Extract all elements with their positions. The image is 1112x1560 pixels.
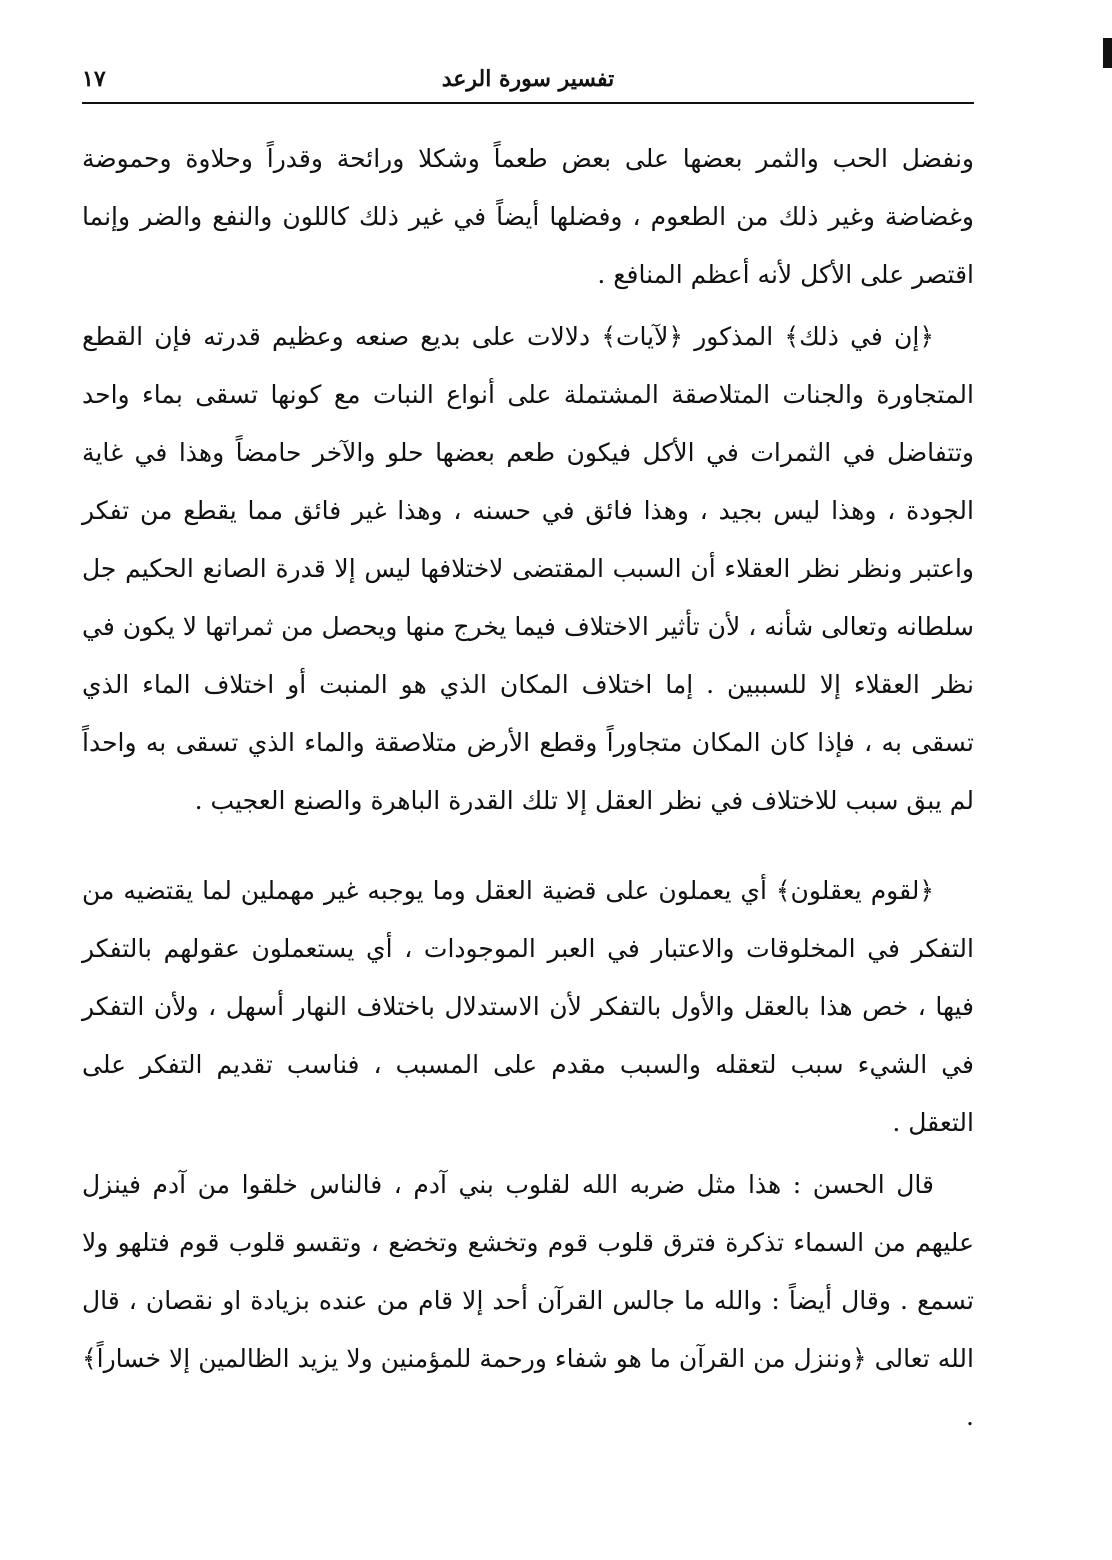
paragraph-3: ﴿لقوم يعقلون﴾ أي يعملون على قضية العقل وما يوجبه غير مهملين لما يقتضيه من التفكر في المخلوقات والاعتبار في العبر الموجودات ، أي يستعملون عقولهم بالتفكر فيها ، خص هذا بالعقل والأول بالتفكر لأن الاستدلال باختلاف النهار أسهل ، ولأن التفكر في الشيء سبب لتعقله والسبب مقدم على المسبب ، فناسب تقديم التفكر على التعقل . [82, 876, 974, 1137]
paragraph-2: ﴿إن في ذلك﴾ المذكور ﴿لآيات﴾ دلالات على بديع صنعه وعظيم قدرته فإن القطع المتجاورة والجنات المتلاصقة المشتملة على أنواع النبات مع كونها تسقى بماء واحد وتتفاضل في الثمرات في الأكل فيكون طعم بعضها حلو والآخر حامضاً وهذا في غاية الجودة ، وهذا ليس بجيد ، وهذا فائق في حسنه ، وهذا غير فائق مما يقطع من تفكر واعتبر ونظر نظر العقلاء أن السبب المقتضى لاختلافها ليس إلا قدرة الصانع الحكيم جل سلطانه وتعالى شأنه ، لأن تأثير الاختلاف فيما يخرج منها ويحصل من ثمراتها لا يكون في نظر العقلاء إلا للسببين . إما اختلاف المكان الذي هو المنبت أو اختلاف الماء الذي تسقى به ، فإذا كان المكان متجاوراً وقطع الأرض متلاصقة والماء الذي تسقى به واحداً لم يبق سبب للاختلاف في نظر العقل إلا تلك القدرة الباهرة والصنع العجيب . [82, 322, 975, 815]
page-number: ١٧ [82, 66, 106, 92]
page-header [82, 62, 974, 104]
page-edge-mark [1103, 38, 1112, 68]
header-rule [82, 102, 974, 104]
running-title: تفسير سورة الرعد [441, 66, 615, 92]
paragraph-4: قال الحسن : هذا مثل ضربه الله لقلوب بني آدم ، فالناس خلقوا من آدم فينزل عليهم من السماء تذكرة فترق قلوب قوم وتخشع وتخضع ، وتقسو قلوب قوم فتلهو ولا تسمع . وقال أيضاً : والله ما جالس القرآن أحد إلا قام من عنده بزيادة او نقصان ، قال الله تعالى ﴿وننزل من القرآن ما هو شفاء ورحمة للمؤمنين ولا يزيد الظالمين إلا خساراً﴾ . [82, 1170, 974, 1431]
page-body [82, 130, 974, 1446]
paragraph-1: ونفضل الحب والثمر بعضها على بعض طعماً وشكلا ورائحة وقدراً وحلاوة وحموضة وغضاضة وغير ذلك من الطعوم ، وفضلها أيضاً في غير ذلك كاللون والنفع والضر وإنما اقتصر على الأكل لأنه أعظم المنافع . [82, 144, 974, 289]
